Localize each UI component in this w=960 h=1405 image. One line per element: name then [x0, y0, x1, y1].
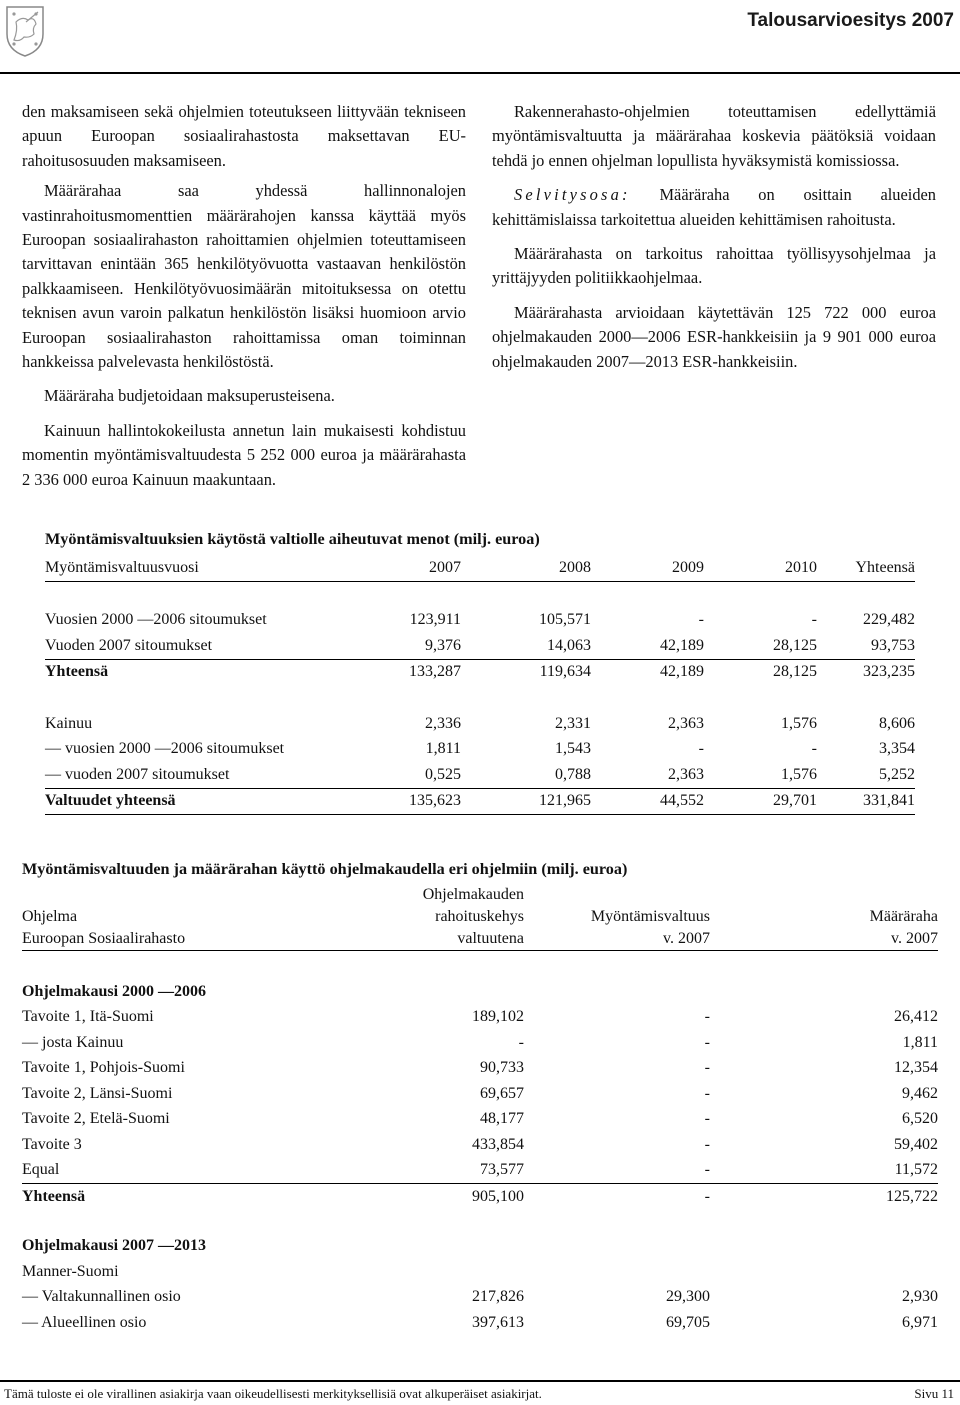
- table2-header-cell: Ohjelmakauden: [422, 886, 524, 903]
- table-row: [45, 633, 915, 659]
- table2-title: Myöntämisvaltuuden ja määrärahan käyttö ohjelmakaudella eri ohjelmiin (milj. euroa): [22, 860, 628, 878]
- table2: [22, 884, 938, 1336]
- table-row-total: [22, 1184, 938, 1210]
- cell-value: 105,571: [539, 611, 591, 629]
- row-label: Vuosien 2000 —2006 sitoumukset: [45, 611, 267, 629]
- table-row: [22, 1259, 938, 1285]
- cell-value: 29,701: [704, 788, 817, 815]
- table2-header-cell: Myöntämisvaltuus: [590, 908, 710, 925]
- cell-value: 93,753: [817, 633, 915, 659]
- row-label: — Valtakunnallinen osio: [22, 1288, 181, 1306]
- section-heading: Ohjelmakausi 2007 —2013: [22, 1237, 207, 1255]
- right-paragraph-2: [492, 183, 936, 232]
- table-row: [45, 762, 915, 788]
- table-row: [22, 1005, 938, 1031]
- table1-title: Myöntämisvaltuuksien käytöstä valtiolle aiheutuvat menot (milj. euroa): [45, 530, 540, 548]
- table-row: [45, 711, 915, 737]
- document-title: Talousarvioesitys 2007: [747, 10, 954, 31]
- table-row: [22, 1081, 938, 1107]
- cell-value: 14,063: [461, 633, 591, 659]
- table1-header-cell: Myöntämisvaltuusvuosi: [45, 555, 345, 581]
- cell-value: 323,235: [863, 663, 915, 681]
- row-label: Tavoite 2, Etelä-Suomi: [22, 1110, 170, 1128]
- cell-value: 217,826: [472, 1288, 524, 1306]
- table-row: [22, 1056, 938, 1082]
- table2-header-cell: rahoituskehys: [435, 908, 524, 925]
- cell-value: -: [811, 740, 817, 758]
- row-label: Tavoite 1, Itä-Suomi: [22, 1008, 154, 1026]
- cell-value: -: [704, 1110, 710, 1128]
- cell-value: -: [704, 1084, 710, 1102]
- table-row: [22, 1030, 938, 1056]
- cell-value: 229,482: [863, 611, 915, 629]
- cell-value: 0,525: [345, 762, 461, 788]
- cell-value: 11,572: [710, 1158, 938, 1184]
- table1-header-cell: 2007: [345, 555, 461, 581]
- selvitysosa-label: Selvitysosa:: [514, 185, 631, 205]
- row-label: — vuosien 2000 —2006 sitoumukset: [45, 740, 285, 758]
- cell-value: 28,125: [704, 633, 817, 659]
- table-row-total: [45, 659, 915, 685]
- cell-value: 1,576: [781, 714, 817, 732]
- cell-value: 9,462: [902, 1084, 938, 1102]
- right-paragraph-1: Rakennerahasto-ohjelmien toteuttamisen edellyttämiä myöntämisvaltuutta ja määrärahaa koskevia päätöksiä voidaan tehdä jo ennen ohjelman lopullista hyväksymistä komissiossa.: [492, 102, 936, 170]
- table-row-total: [45, 788, 915, 815]
- table2-header-row: [22, 884, 938, 906]
- cell-value: 5,252: [817, 762, 915, 788]
- cell-value: 1,811: [425, 740, 461, 758]
- cell-value: 12,354: [894, 1059, 938, 1077]
- left-paragraph-2: Määrärahaa saa yhdessä hallinnonalojen vastinrahoitusmomenttien määrärahojen kanssa käyttää myös Euroopan sosiaalirahaston rahoittamien ohjelmien toteuttamiseen tarvittavan enintään 365 henkilötyövuotta vastaavan henkilöstön palkkaamiseen. Henkilötyövuosimäärän mitoituksessa on otettu teknisen avun varoin palkatun henkilöstön lisäksi huomioon arvio Euroopan sosiaalirahaston rahoittamissa oman toiminnan hankkeissa palvelevasta henkilöstöstä.: [22, 181, 466, 372]
- cell-value: 69,657: [480, 1084, 524, 1102]
- table-row: [22, 1285, 938, 1311]
- cell-value: -: [518, 1033, 524, 1051]
- table1-header-cell: Yhteensä: [817, 555, 915, 581]
- cell-value: 26,412: [894, 1008, 938, 1026]
- table-row: [22, 1158, 938, 1184]
- table2-header-cell: v. 2007: [710, 928, 938, 951]
- row-label: Equal: [22, 1158, 322, 1184]
- table1-header-row: [45, 555, 915, 581]
- right-text-column: [492, 100, 936, 384]
- cell-value: -: [704, 1059, 710, 1077]
- left-paragraph-4: Kainuun hallintokokeilusta annetun lain mukaisesti kohdistuu momentin myöntämisvaltuudesta 5 252 000 euroa ja määrärahasta 2 336 000 euroa Kainuun maakuntaan.: [22, 420, 466, 489]
- cell-value: 119,634: [539, 663, 591, 681]
- cell-value: 6,520: [902, 1110, 938, 1128]
- cell-value: -: [524, 1158, 710, 1184]
- left-paragraph-3: Määräraha budjetoidaan maksuperusteisena.: [44, 386, 335, 406]
- cell-value: 73,577: [322, 1158, 524, 1184]
- cell-value: 6,971: [902, 1313, 938, 1331]
- cell-value: 0,788: [461, 762, 591, 788]
- cell-value: 2,336: [425, 714, 461, 732]
- table-row: [22, 1310, 938, 1336]
- cell-value: 2,930: [902, 1288, 938, 1306]
- cell-value: -: [704, 1033, 710, 1051]
- table-row: [22, 1132, 938, 1158]
- section-heading-row: [22, 979, 938, 1005]
- cell-value: 1,811: [902, 1033, 938, 1051]
- section-heading-row: [22, 1234, 938, 1260]
- cell-value: 8,606: [879, 714, 915, 732]
- cell-value: 90,733: [480, 1059, 524, 1077]
- cell-value: 28,125: [773, 663, 817, 681]
- cell-value: 48,177: [480, 1110, 524, 1128]
- page-number: Sivu 11: [914, 1386, 954, 1401]
- cell-value: 42,189: [591, 633, 704, 659]
- table1: [45, 555, 915, 815]
- table1-header-cell: 2010: [704, 555, 817, 581]
- row-label: Yhteensä: [45, 663, 109, 681]
- table2-header-cell: Ohjelma: [22, 908, 78, 925]
- row-label: Tavoite 2, Länsi-Suomi: [22, 1084, 173, 1102]
- cell-value: -: [704, 1135, 710, 1153]
- left-text-column: [22, 100, 466, 502]
- row-label: Tavoite 3: [22, 1135, 82, 1153]
- footer-rule: [0, 1380, 960, 1382]
- cell-value: -: [704, 1008, 710, 1026]
- cell-value: -: [704, 1187, 710, 1205]
- cell-value: 331,841: [817, 788, 915, 815]
- cell-value: 2,363: [591, 762, 704, 788]
- footer-note: Tämä tuloste ei ole virallinen asiakirja vaan oikeudellisesti merkityksellisiä ovat alkuperäiset asiakirjat.: [4, 1386, 542, 1401]
- cell-value: 905,100: [472, 1187, 524, 1205]
- cell-value: 3,354: [879, 740, 915, 758]
- row-label: Tavoite 1, Pohjois-Suomi: [22, 1059, 185, 1077]
- cell-value: -: [698, 740, 704, 758]
- cell-value: 29,300: [666, 1288, 710, 1306]
- section-heading: Ohjelmakausi 2000 —2006: [22, 982, 207, 1000]
- cell-value: 1,543: [555, 740, 591, 758]
- cell-value: 189,102: [472, 1008, 524, 1026]
- coat-of-arms-logo: [4, 4, 46, 58]
- cell-value: 2,331: [555, 714, 591, 732]
- row-label: — Alueellinen osio: [22, 1313, 147, 1331]
- right-paragraph-4: Määrärahasta arvioidaan käytettävän 125 722 000 euroa ohjelmakauden 2000—2006 ESR-hankkeisiin ja 9 901 000 euroa ohjelmakauden 2007—2013 ESR-hankkeisiin.: [492, 302, 936, 371]
- row-label: — josta Kainuu: [22, 1033, 124, 1051]
- cell-value: 9,376: [345, 633, 461, 659]
- row-label: Kainuu: [45, 714, 93, 732]
- right-paragraph-3: Määrärahasta on tarkoitus rahoittaa työllisyysohjelmaa ja yrittäjyyden politiikkaohjelmaa.: [492, 244, 936, 288]
- row-label: Vuoden 2007 sitoumukset: [45, 633, 345, 659]
- table1-header-cell: 2009: [591, 555, 704, 581]
- cell-value: -: [698, 611, 704, 629]
- cell-value: 1,576: [704, 762, 817, 788]
- cell-value: 133,287: [409, 663, 461, 681]
- cell-value: 433,854: [472, 1135, 524, 1153]
- left-paragraph-1: den maksamiseen sekä ohjelmien toteutukseen liittyvään tekniseen apuun Euroopan sosiaalirahastosta maksettavan EU-rahoitusosuuden maksamiseen.: [22, 102, 466, 170]
- cell-value: 135,623: [345, 788, 461, 815]
- table-row: [22, 1107, 938, 1133]
- cell-value: 2,363: [668, 714, 704, 732]
- cell-value: 397,613: [472, 1313, 524, 1331]
- cell-value: -: [811, 611, 817, 629]
- table2-header-cell: Euroopan Sosiaalirahasto: [22, 928, 322, 951]
- row-label: — vuoden 2007 sitoumukset: [45, 762, 345, 788]
- table-row: [45, 737, 915, 763]
- cell-value: 69,705: [666, 1313, 710, 1331]
- table-row: [45, 608, 915, 634]
- cell-value: 121,965: [461, 788, 591, 815]
- row-label: Yhteensä: [22, 1187, 86, 1205]
- cell-value: 59,402: [894, 1135, 938, 1153]
- cell-value: 42,189: [660, 663, 704, 681]
- table2-header-cell: v. 2007: [524, 928, 710, 951]
- table1-header-cell: 2008: [461, 555, 591, 581]
- cell-value: 123,911: [409, 611, 461, 629]
- table2-header-cell: Määräraha: [869, 908, 938, 925]
- cell-value: 44,552: [591, 788, 704, 815]
- cell-value: 125,722: [886, 1187, 938, 1205]
- header-rule: [0, 72, 960, 74]
- row-label: Valtuudet yhteensä: [45, 788, 345, 815]
- row-label: Manner-Suomi: [22, 1262, 119, 1280]
- right-paragraph-2-text: Määräraha on osittain alueiden kehittämislaissa tarkoitettua alueiden kehittämisen rahoitusta.: [492, 185, 936, 229]
- table2-header-cell: valtuutena: [322, 928, 524, 951]
